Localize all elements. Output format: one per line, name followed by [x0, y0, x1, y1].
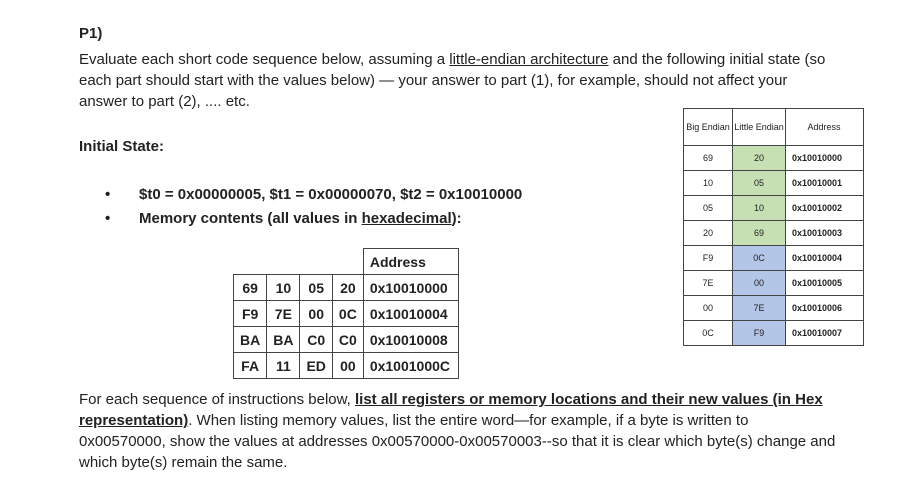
big-endian-cell: 7E [684, 271, 733, 296]
big-endian-cell: 20 [684, 221, 733, 246]
problem-heading: P1) [79, 25, 103, 42]
address-cell: 0x1001000C [363, 353, 458, 379]
big-endian-cell: F9 [684, 246, 733, 271]
byte-cell: 10 [267, 275, 300, 301]
table-row [684, 171, 864, 196]
little-endian-header: Little Endian [733, 109, 786, 146]
byte-cell: F9 [234, 301, 267, 327]
address-cell: 0x10010007 [786, 321, 864, 346]
address-cell: 0x10010001 [786, 171, 864, 196]
address-cell: 0x10010008 [363, 327, 458, 353]
table-row [684, 246, 864, 271]
instructions-paragraph [79, 389, 839, 473]
intro-text-before: Evaluate each short code sequence below, assuming a [79, 51, 450, 68]
little-endian-cell: 05 [733, 171, 786, 196]
address-cell: 0x10010000 [786, 146, 864, 171]
intro-paragraph [79, 49, 839, 112]
footer-bold-2: Hex representation) [79, 391, 823, 429]
table-row [684, 271, 864, 296]
memory-table-header [234, 249, 459, 275]
footer-text-before: For each sequence of instructions below, [79, 391, 355, 408]
byte-cell: ED [300, 353, 332, 379]
table-row [684, 196, 864, 221]
little-endian-link[interactable]: little-endian architecture [449, 51, 609, 68]
little-endian-cell: 20 [733, 146, 786, 171]
little-endian-cell: 10 [733, 196, 786, 221]
big-endian-cell: 10 [684, 171, 733, 196]
byte-cell: 0C [332, 301, 363, 327]
table-row [234, 327, 459, 353]
address-cell: 0x10010002 [786, 196, 864, 221]
byte-cell: 05 [300, 275, 332, 301]
little-endian-cell: 69 [733, 221, 786, 246]
address-cell: 0x10010003 [786, 221, 864, 246]
address-cell: 0x10010006 [786, 296, 864, 321]
byte-cell: C0 [300, 327, 332, 353]
address-cell: 0x10010004 [786, 246, 864, 271]
initial-state-bullets [105, 186, 522, 234]
little-endian-cell: 7E [733, 296, 786, 321]
byte-cell: 11 [267, 353, 300, 379]
initial-state-label: Initial State: [79, 138, 165, 155]
registers-text: $t0 = 0x00000005, $t1 = 0x00000070, $t2 = 0x10010000 [139, 186, 523, 203]
table-row [234, 301, 459, 327]
memory-text-before: Memory contents (all values in [139, 210, 362, 227]
big-endian-cell: 69 [684, 146, 733, 171]
bullet-registers [105, 186, 522, 210]
address-cell: 0x10010005 [786, 271, 864, 296]
hexadecimal-link[interactable]: hexadecimal [361, 210, 452, 227]
little-endian-cell: F9 [733, 321, 786, 346]
big-endian-cell: 05 [684, 196, 733, 221]
footer-text-after: . When listing memory values, list the entire word—for example, if a byte is written to 0x00570000, show the values at addresses 0x00570000-0x00570003--so that it is clear which byte(s) change and which byte(s) remain the same. [79, 412, 836, 471]
intro-text-after: and the following initial state (so each part should start with the values below) — your answer to part (1), for example, should not affect your answer to part (2), .... etc. [79, 51, 826, 110]
byte-cell: 7E [267, 301, 300, 327]
byte-cell: FA [234, 353, 267, 379]
bullet-dot-icon: • [105, 186, 111, 203]
table-row [684, 321, 864, 346]
byte-cell: C0 [332, 327, 363, 353]
byte-cell: 20 [332, 275, 363, 301]
address-cell: 0x10010004 [363, 301, 458, 327]
byte-cell: 69 [234, 275, 267, 301]
address-header: Address [363, 249, 458, 275]
address-cell: 0x10010000 [363, 275, 458, 301]
little-endian-cell: 00 [733, 271, 786, 296]
memory-table [233, 248, 459, 379]
address-header: Address [786, 109, 864, 146]
bullet-dot-icon: • [105, 210, 111, 227]
byte-cell: 00 [332, 353, 363, 379]
table-row [234, 353, 459, 379]
big-endian-cell: 0C [684, 321, 733, 346]
table-row [234, 275, 459, 301]
big-endian-cell: 00 [684, 296, 733, 321]
table-row [684, 296, 864, 321]
memory-text-after: ): [451, 210, 462, 227]
table-row [684, 146, 864, 171]
little-endian-cell: 0C [733, 246, 786, 271]
byte-cell: BA [234, 327, 267, 353]
endian-table [683, 108, 864, 346]
big-endian-header: Big Endian [684, 109, 733, 146]
bullet-memory [105, 210, 522, 234]
table-row [684, 221, 864, 246]
byte-cell: BA [267, 327, 300, 353]
endian-table-header [684, 109, 864, 146]
footer-bold-1: list all registers or memory locations and their new values (in [355, 391, 796, 408]
byte-cell: 00 [300, 301, 332, 327]
